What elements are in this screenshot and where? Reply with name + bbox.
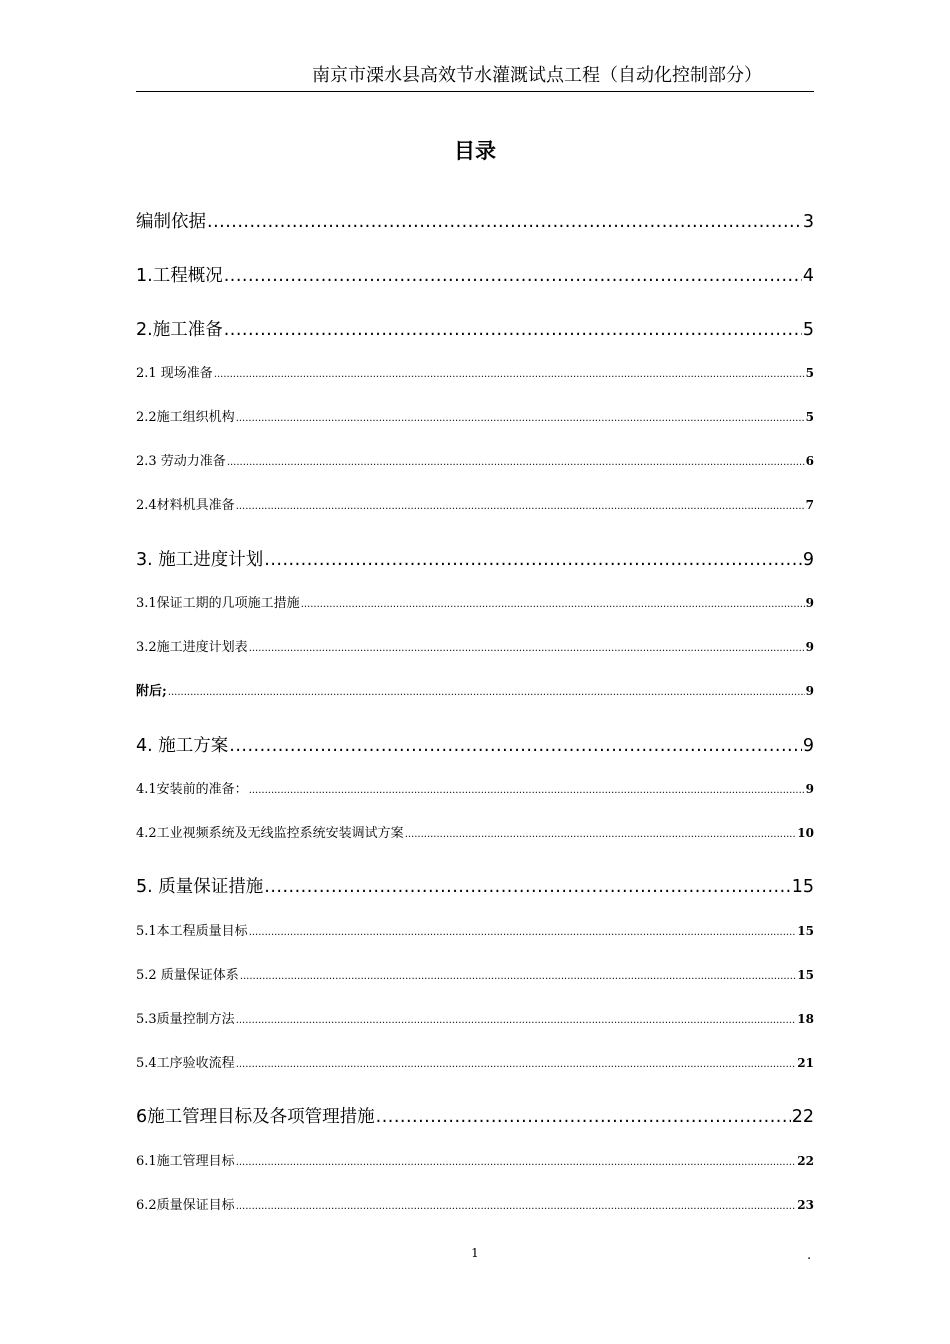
toc-entry[interactable] (136, 494, 814, 513)
toc-entry-page: 5 (805, 410, 814, 424)
toc-leader (168, 684, 805, 699)
toc-entry-page: 15 (791, 877, 814, 897)
toc-leader (240, 968, 796, 983)
toc-entry-label: 1.工程概况 (136, 266, 223, 286)
toc-entry-page: 9 (805, 684, 814, 698)
toc-entry[interactable] (136, 546, 814, 571)
toc-entry-label: 5.2 质量保证体系 (136, 968, 239, 983)
toc-entry-page: 22 (791, 1107, 814, 1127)
toc-entry-page: 9 (805, 596, 814, 610)
toc-entry-label: 3.1保证工期的几项施工措施 (136, 596, 300, 611)
toc-entry[interactable] (136, 406, 814, 425)
page-number: 1 (471, 1246, 479, 1260)
toc-leader (405, 826, 797, 841)
toc-entry[interactable] (136, 920, 814, 939)
toc-entry[interactable] (136, 1194, 814, 1213)
toc-entry-page: 21 (797, 1056, 814, 1070)
toc-entry[interactable] (136, 732, 814, 757)
toc-entry-label: 4.2工业视频系统及无线监控系统安装调试方案 (136, 826, 404, 841)
toc-entry-label: 6.1施工管理目标 (136, 1154, 235, 1169)
toc-entry-label: 4.1安装前的准备： (136, 782, 248, 797)
toc-entry[interactable] (136, 636, 814, 655)
toc-entry-page: 15 (797, 968, 814, 982)
toc-entry-page: 5 (805, 366, 814, 380)
toc-entry-label: 5.3质量控制方法 (136, 1012, 235, 1027)
toc-entry-page: 6 (805, 454, 814, 468)
toc-leader (224, 266, 802, 286)
toc-entry-page: 22 (797, 1154, 814, 1168)
toc-entry-page: 7 (805, 498, 814, 512)
toc-entry[interactable] (136, 208, 814, 233)
toc-leader (249, 924, 797, 939)
toc-leader (236, 1154, 797, 1169)
toc-entry-label: 5.1本工程质量目标 (136, 924, 248, 939)
toc-entry-page: 23 (797, 1198, 814, 1212)
toc-leader (264, 877, 790, 897)
toc-entry-page: 4 (802, 266, 814, 286)
toc-entry-label: 6.2质量保证目标 (136, 1198, 235, 1213)
footer-mark: . (807, 1248, 812, 1263)
toc-entry[interactable] (136, 680, 814, 699)
toc-entry-page: 10 (797, 826, 814, 840)
toc-entry-label: 5.4工序验收流程 (136, 1056, 235, 1071)
toc-entry[interactable] (136, 1103, 814, 1128)
toc-entry[interactable] (136, 778, 814, 797)
toc-entry-label: 2.3 劳动力准备 (136, 454, 226, 469)
toc-leader (264, 550, 802, 570)
toc-leader (376, 1107, 791, 1127)
toc-entry-label: 6施工管理目标及各项管理措施 (136, 1107, 375, 1127)
toc-entry-label: 2.4材料机具准备 (136, 498, 235, 513)
toc-entry[interactable] (136, 1008, 814, 1027)
toc-leader (224, 320, 802, 340)
toc-leader (249, 782, 805, 797)
toc-leader (236, 1056, 797, 1071)
toc-entry[interactable] (136, 1150, 814, 1169)
toc-entry[interactable] (136, 592, 814, 611)
toc-leader (229, 736, 802, 756)
toc-entry-page: 18 (797, 1012, 814, 1026)
toc-leader (227, 454, 805, 469)
toc-entry[interactable] (136, 262, 814, 287)
toc-entry-page: 15 (797, 924, 814, 938)
toc-entry[interactable] (136, 362, 814, 381)
running-header: 南京市溧水县高效节水灌溉试点工程（自动化控制部分） (312, 65, 762, 86)
toc-leader (236, 410, 805, 425)
toc-leader (249, 640, 805, 655)
toc-entry-page: 3 (802, 212, 814, 232)
toc-entry[interactable] (136, 822, 814, 841)
toc-leader (207, 212, 802, 232)
toc-entry-label: 编制依据 (136, 212, 206, 232)
toc-entry-label: 附后; (136, 684, 167, 699)
toc-entry-page: 9 (805, 640, 814, 654)
toc-entry[interactable] (136, 450, 814, 469)
toc-entry-label: 4. 施工方案 (136, 736, 229, 756)
toc-entry-label: 2.施工准备 (136, 320, 223, 340)
toc-entry[interactable] (136, 964, 814, 983)
toc-entry-page: 5 (802, 320, 814, 340)
toc-entry-page: 9 (805, 782, 814, 796)
toc-leader (236, 498, 805, 513)
toc-entry-label: 2.2施工组织机构 (136, 410, 235, 425)
toc-entry-label: 2.1 现场准备 (136, 366, 213, 381)
toc-leader (236, 1012, 797, 1027)
toc-entry-label: 3. 施工进度计划 (136, 550, 264, 570)
toc-entry-label: 5. 质量保证措施 (136, 877, 264, 897)
toc-entry-page: 9 (802, 736, 814, 756)
toc-leader (236, 1198, 797, 1213)
toc-entry-page: 9 (802, 550, 814, 570)
toc-leader (214, 366, 805, 381)
toc-entry-label: 3.2施工进度计划表 (136, 640, 248, 655)
toc-entry[interactable] (136, 873, 814, 898)
toc-leader (301, 596, 805, 611)
header-rule (136, 91, 814, 92)
toc-entry[interactable] (136, 316, 814, 341)
toc-entry[interactable] (136, 1052, 814, 1071)
toc-title: 目录 (454, 138, 496, 163)
